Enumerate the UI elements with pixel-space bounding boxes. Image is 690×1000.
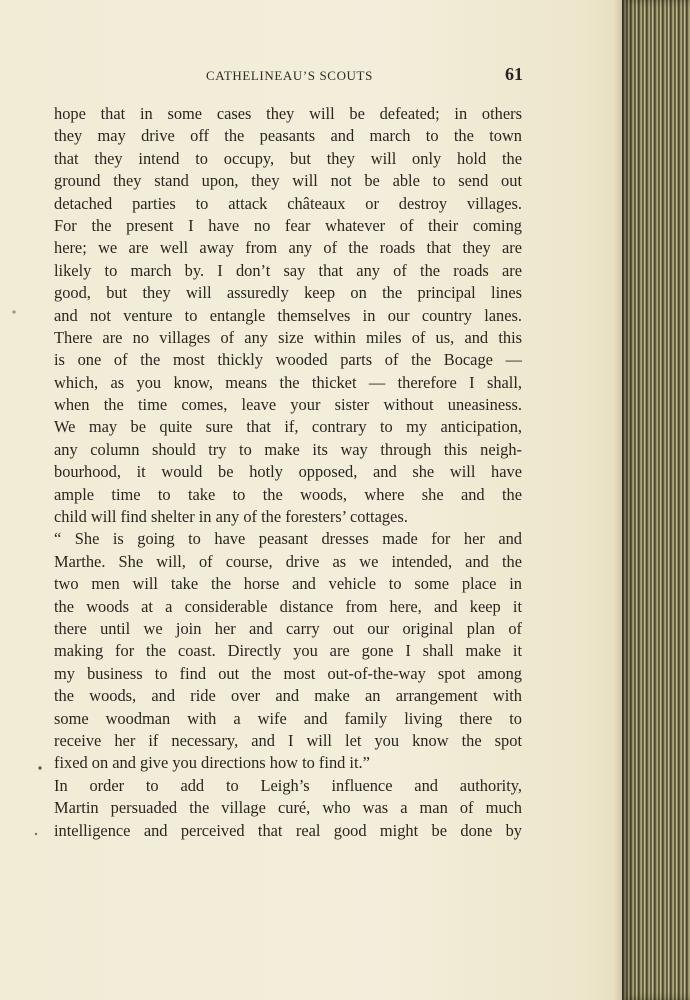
text-line: making for the coast. Directly you are gone I shall make it [54,641,522,661]
text-line: good, but they will assuredly keep on the principal lines [54,283,522,303]
body-text [54,103,522,842]
text-line: ground they stand upon, they will not be able to send out [54,171,522,191]
text-line: likely to march by. I don’t say that any of the roads are [54,260,522,280]
text-line: when the time comes, leave your sister without uneasiness. [54,395,522,415]
text-line: and not venture to entangle themselves in our country lanes. [54,305,522,325]
text-line: hope that in some cases they will be defeated; in others [54,104,522,123]
page-header [0,64,560,88]
text-line: receive her if necessary, and I will let you know the spot [54,730,522,750]
text-line: fixed on and give you directions how to find it.” [54,753,370,773]
text-line: We may be quite sure that if, contrary to my anticipation, [54,417,522,437]
text-line: “ She is going to have peasant dresses made for her and [54,529,522,549]
text-line: the woods at a considerable distance from here, and keep it [54,596,522,616]
book-spine [622,0,690,1000]
text-line: here; we are well away from any of the roads that they are [54,238,522,258]
text-line: two men will take the horse and vehicle to some place in [54,574,522,594]
text-line: ample time to take to the woods, where she and the [54,484,522,504]
text-line: that they intend to occupy, but they will only hold the [54,148,522,168]
text-line: child will find shelter in any of the foresters’ cottages. [54,507,408,527]
text-line: which, as you know, means the thicket — therefore I shall, [54,372,522,392]
text-line: there until we join her and carry out our original plan of [54,618,522,638]
text-line: is one of the most thickly wooded parts of the Bocage — [54,350,522,370]
text-line: For the present I have no fear whatever of their coming [54,215,522,235]
text-line: detached parties to attack châteaux or destroy villages. [54,193,522,213]
text-line: some woodman with a wife and family living there to [54,708,522,728]
text-line: they may drive off the peasants and march to the town [54,126,522,146]
text-line: In order to add to Leigh’s influence and authority, [54,775,522,795]
text-line: Marthe. She will, of course, drive as we intended, and the [54,551,522,571]
running-head: CATHELINEAU’S SCOUTS [206,68,373,83]
text-line: my business to find out the most out-of-the-way spot among [54,663,522,683]
text-line: the woods, and ride over and make an arrangement with [54,686,522,706]
page-number: 61 [505,64,523,84]
text-line: any column should try to make its way through this neigh- [54,439,522,459]
text-line: Martin persuaded the village curé, who was a man of much [54,798,522,818]
text-line: There are no villages of any size within miles of us, and this [54,327,522,347]
text-line: intelligence and perceived that real good might be done by [54,820,522,840]
text-line: bourhood, it would be hotly opposed, and she will have [54,462,522,482]
